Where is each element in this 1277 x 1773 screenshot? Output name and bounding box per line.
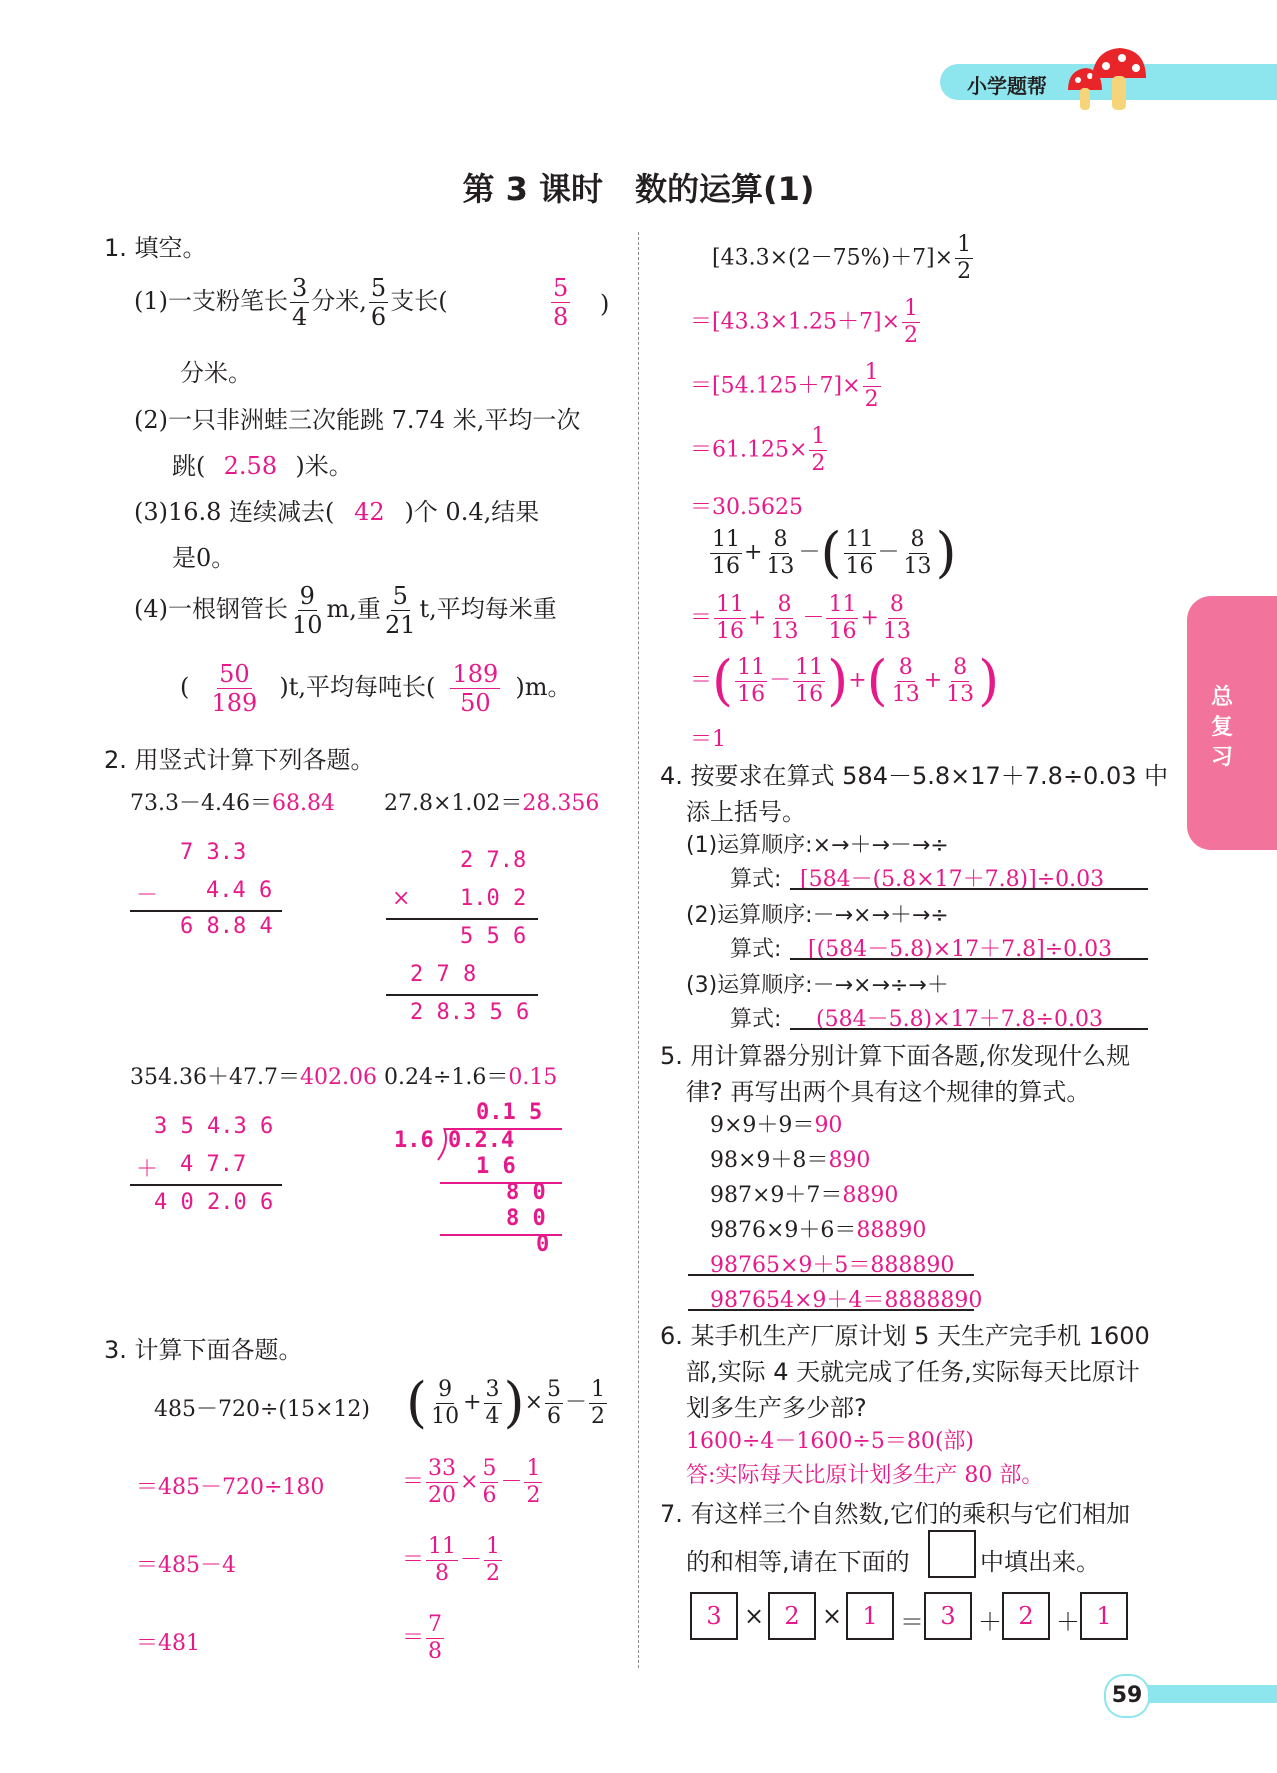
q2-e3-expr: 354.36＋47.7＝402.06 — [130, 1065, 377, 1090]
q7-text: 7. 有这样三个自然数,它们的乘积与它们相加 — [660, 1500, 1131, 1528]
q2-e4-divisor: 1.6 — [394, 1128, 434, 1153]
q7-answer-box: 1 — [846, 1592, 894, 1640]
q2-e2-row: 2 7.8 — [460, 848, 527, 873]
page-number-band — [1140, 1685, 1277, 1703]
q5-row: 9×9＋9＝90 — [710, 1113, 843, 1138]
q2-e2-line — [386, 918, 538, 920]
q2-e4-dividend: 0.2.4 — [448, 1128, 515, 1153]
q7-answer-box: 3 — [690, 1592, 738, 1640]
q7-answer-box: 2 — [1002, 1592, 1050, 1640]
side-tab-char: 习 — [1211, 745, 1234, 770]
q2-e2-op: × — [392, 886, 411, 911]
q3-c4-step: ＝1 — [690, 727, 726, 752]
q4-answer: [584－(5.8×17＋7.8)]÷0.03 — [800, 867, 1105, 892]
q3-c3-step: ＝30.5625 — [690, 495, 803, 520]
q4-order: (3)运算顺序:－→×→÷→＋ — [686, 973, 949, 998]
q4-formula-label: 算式: — [730, 937, 782, 962]
q1-p3-line2: 是0。 — [172, 544, 236, 572]
q1-p1-close: ) — [600, 290, 610, 318]
q2-e2-row: 2 8.3 5 6 — [410, 1000, 530, 1025]
page-number: 59 — [1104, 1674, 1150, 1718]
header-brand: 小学题帮 — [967, 74, 1047, 98]
q3-c2-step: ＝ $\frac{33}{20}$ × $\frac{5}{6}$ － $\frac{1}{2}$ — [402, 1456, 541, 1508]
q4-answer: (584－5.8)×17＋7.8÷0.03 — [816, 1007, 1103, 1032]
q4-label: 添上括号。 — [686, 798, 806, 826]
q4-answer-line — [790, 958, 1148, 960]
q2-e2-row: 5 5 6 — [460, 924, 527, 949]
q7-op: × — [744, 1602, 765, 1630]
q5-row: 9876×9＋6＝88890 — [710, 1218, 927, 1243]
q7-empty-box — [928, 1530, 976, 1578]
q4-formula-label: 算式: — [730, 1007, 782, 1032]
q2-e2-expr: 27.8×1.02＝28.356 — [384, 791, 600, 816]
q4-label: 4. 按要求在算式 584－5.8×17＋7.8÷0.03 中 — [660, 762, 1169, 790]
page-title: 第 3 课时 数的运算(1) — [462, 170, 815, 208]
q4-answer: [(584－5.8)×17＋7.8]÷0.03 — [808, 937, 1113, 962]
q2-e3-line — [130, 1184, 282, 1186]
q5-extra: 98765×9＋5＝888890 — [710, 1253, 955, 1278]
q5-row: 98×9＋8＝890 — [710, 1148, 871, 1173]
q1-p1-line: (1)一支粉笔长 $\frac{3}{4}$ 分米, $\frac{5}{6}$ 支长( — [134, 274, 448, 331]
q7-answer-box: 3 — [924, 1592, 972, 1640]
q7-op: ＋ — [978, 1608, 1002, 1636]
q5-row: 987×9＋7＝8890 — [710, 1183, 899, 1208]
q6-text: 6. 某手机生产厂原计划 5 天生产完手机 1600 — [660, 1322, 1150, 1350]
q4-answer-line — [790, 888, 1148, 890]
q3-c1-step: ＝485－4 — [136, 1553, 236, 1578]
q2-e1-row: 6 8.8 4 — [180, 914, 273, 939]
q5-extra-line — [688, 1309, 974, 1311]
q7-answer-box: 1 — [1080, 1592, 1128, 1640]
q1-p1-answer: $\frac{5}{8}$ — [553, 274, 569, 331]
q1-p2-line2: 跳( 2.58 )米。 — [172, 452, 353, 480]
q1-p2-line: (2)一只非洲蛙三次能跳 7.74 米,平均一次 — [134, 406, 581, 434]
q3-c4-expr: $\frac{11}{16}$ + $\frac{8}{13}$ －( $\frac{11}{16}$ － $\frac{8}{13}$ ) — [712, 521, 957, 584]
q3-c4-step: ＝ $\frac{11}{16}$ + $\frac{8}{13}$ － $\frac{11}{16}$ + $\frac{8}{13}$ — [690, 592, 911, 644]
q2-e3-row: 3 5 4.3 6 — [154, 1114, 274, 1139]
q3-c2-expr: ( $\frac{9}{10}$ + $\frac{3}{4}$ )× $\frac{5}{6}$ － $\frac{1}{2}$ — [406, 1371, 606, 1434]
q2-e3-row: 4 0 2.0 6 — [154, 1190, 274, 1215]
q3-c3-step: ＝61.125× $\frac{1}{2}$ — [690, 424, 826, 476]
q3-c3-expr: [43.3×(2－75%)＋7]× $\frac{1}{2}$ — [712, 232, 972, 284]
q3-c1-step: ＝481 — [136, 1631, 200, 1656]
q4-order: (1)运算顺序:×→＋→－→÷ — [686, 833, 949, 858]
q3-c1-step: ＝485－720÷180 — [136, 1475, 325, 1500]
q5-label: 律? 再写出两个具有这个规律的算式。 — [686, 1078, 1091, 1106]
q1-p1-unit: 分米。 — [180, 359, 252, 387]
q2-e2-row: 1.0 2 — [460, 886, 527, 911]
q3-c3-step: ＝[54.125＋7]× $\frac{1}{2}$ — [690, 360, 879, 412]
q3-c3-step: ＝[43.3×1.25＋7]× $\frac{1}{2}$ — [690, 296, 918, 348]
q3-c1-expr: 485－720÷(15×12) — [154, 1397, 371, 1422]
q7-op: × — [822, 1602, 843, 1630]
q5-extra-line — [688, 1274, 974, 1276]
q7-answer-box: 2 — [768, 1592, 816, 1640]
side-tab-char: 总 — [1211, 685, 1234, 710]
q7-text: 中填出来。 — [980, 1548, 1100, 1576]
q6-answer: 1600÷4－1600÷5＝80(部) — [686, 1429, 974, 1454]
side-tab — [1187, 596, 1277, 850]
q2-e4-step: 8 0 — [506, 1206, 546, 1231]
q7-op: ＝ — [900, 1608, 924, 1636]
q6-text: 部,实际 4 天就完成了任务,实际每天比原计 — [686, 1358, 1140, 1386]
q2-e3-row: 4 7.7 — [180, 1152, 247, 1177]
q2-e2-line — [386, 994, 538, 996]
q1-p4-line2: ( $\frac{50}{189}$ )t,平均每吨长( $\frac{189}{50}$ )m。 — [180, 660, 572, 717]
side-tab-char: 复 — [1211, 715, 1234, 740]
q1-label: 1. 填空。 — [104, 234, 207, 262]
q2-e2-row: 2 7 8 — [410, 962, 477, 987]
q3-c4-step: ＝( $\frac{11}{16}$ － $\frac{11}{16}$ )+( $\frac{8}{13}$ + $\frac{8}{13}$ ) — [690, 649, 1000, 712]
q2-e4-quotient: 0.1 5 — [476, 1100, 543, 1125]
q3-c2-step: ＝ $\frac{11}{8}$ － $\frac{1}{2}$ — [402, 1534, 501, 1586]
q7-text: 的和相等,请在下面的 — [686, 1548, 910, 1576]
q5-extra: 987654×9＋4＝8888890 — [710, 1288, 983, 1313]
q6-text: 划多生产多少部? — [686, 1394, 867, 1422]
q2-e1-row: 4.4 6 — [206, 878, 273, 903]
q2-e4-step: 1 6 — [476, 1154, 516, 1179]
q7-op: ＋ — [1056, 1608, 1080, 1636]
q3-c2-step: ＝ $\frac{7}{8}$ — [402, 1612, 443, 1664]
q2-label: 2. 用竖式计算下列各题。 — [104, 746, 375, 774]
q4-formula-label: 算式: — [730, 867, 782, 892]
q2-e4-step: 8 0 — [506, 1180, 546, 1205]
q6-answer: 答:实际每天比原计划多生产 80 部。 — [686, 1463, 1044, 1488]
q5-label: 5. 用计算器分别计算下面各题,你发现什么规 — [660, 1042, 1131, 1070]
q1-p3-line: (3)16.8 连续减去( 42 )个 0.4,结果 — [134, 498, 540, 526]
q2-e1-op: － — [136, 883, 159, 908]
q2-e4-step: 0 — [536, 1232, 550, 1257]
column-divider — [638, 232, 639, 1668]
q4-order: (2)运算顺序:－→×→＋→÷ — [686, 903, 949, 928]
q2-e4-expr: 0.24÷1.6＝0.15 — [384, 1065, 558, 1090]
q4-answer-line — [790, 1028, 1148, 1030]
mushroom-icon — [1060, 44, 1150, 114]
q2-e1-expr: 73.3－4.46＝68.84 — [130, 791, 335, 816]
q2-e3-op: ＋ — [136, 1157, 159, 1182]
q2-e1-line — [130, 910, 282, 912]
q2-e1-row: 7 3.3 — [180, 840, 247, 865]
q3-label: 3. 计算下面各题。 — [104, 1336, 303, 1364]
q1-p4-line: (4)一根钢管长 $\frac{9}{10}$ m,重 $\frac{5}{21}$ t,平均每米重 — [134, 582, 557, 639]
